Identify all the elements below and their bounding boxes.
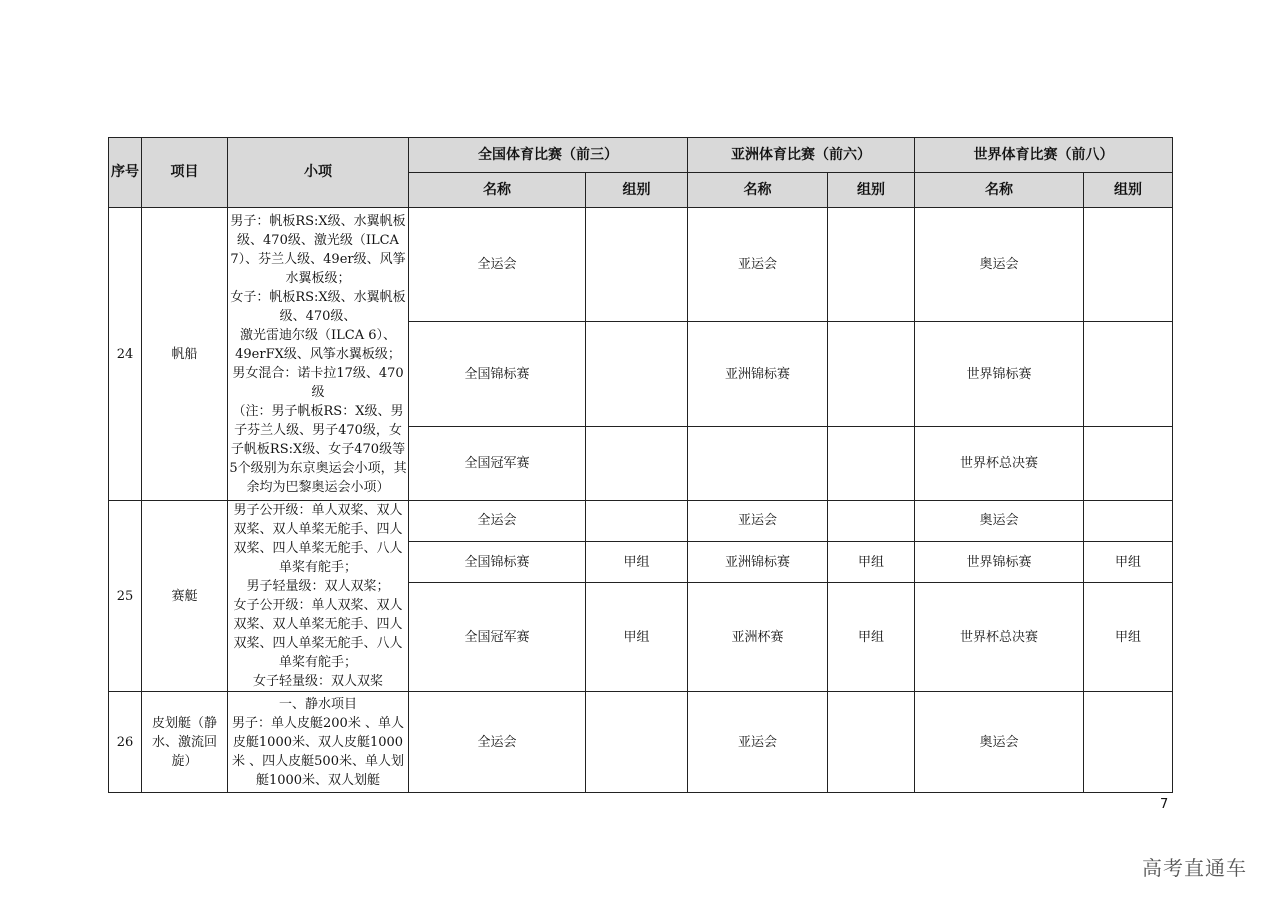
event-group xyxy=(586,427,688,501)
col-group-header xyxy=(586,173,688,208)
col-seq-header: 序号 xyxy=(109,138,142,208)
row-project: 赛艇 xyxy=(142,501,228,692)
event-group: 甲组 xyxy=(828,541,915,583)
sports-event-table xyxy=(108,137,1173,793)
event-group: 甲组 xyxy=(828,583,915,692)
table-row xyxy=(109,692,1173,793)
event-group xyxy=(1084,427,1173,501)
event-name: 世界杯总决赛 xyxy=(915,583,1084,692)
event-group xyxy=(586,501,688,542)
page-number: 7 xyxy=(1160,797,1169,812)
col-sub-header: 小项 xyxy=(228,138,409,208)
row-project: 帆船 xyxy=(142,208,228,501)
event-name: 奥运会 xyxy=(915,208,1084,322)
event-group xyxy=(828,427,915,501)
event-name: 全国锦标赛 xyxy=(409,541,586,583)
event-name: 亚洲杯赛 xyxy=(688,583,828,692)
event-name: 全运会 xyxy=(409,501,586,542)
event-group xyxy=(1084,208,1173,322)
event-name: 全国锦标赛 xyxy=(409,322,586,427)
event-group xyxy=(1084,692,1173,793)
event-group: 甲组 xyxy=(586,583,688,692)
event-name: 全国冠军赛 xyxy=(409,427,586,501)
event-name: 亚运会 xyxy=(688,692,828,793)
event-group: 甲组 xyxy=(1084,541,1173,583)
event-name: 奥运会 xyxy=(915,501,1084,542)
event-group xyxy=(1084,501,1173,542)
group-asia-header: 亚洲体育比赛（前六） xyxy=(688,138,915,173)
col-name-header: 名称 xyxy=(688,173,828,208)
event-name: 亚运会 xyxy=(688,501,828,542)
event-name xyxy=(688,427,828,501)
col-name-header: 名称 xyxy=(409,173,586,208)
row-project: 皮划艇（静水、激流回旋） xyxy=(142,692,228,793)
row-seq: 24 xyxy=(109,208,142,501)
col-project-header: 项目 xyxy=(142,138,228,208)
event-group xyxy=(828,501,915,542)
table-row xyxy=(109,208,1173,322)
event-name: 全运会 xyxy=(409,208,586,322)
event-name: 奥运会 xyxy=(915,692,1084,793)
event-group xyxy=(828,322,915,427)
event-group xyxy=(586,692,688,793)
event-name: 世界锦标赛 xyxy=(915,541,1084,583)
group-world-header: 世界体育比赛（前八） xyxy=(915,138,1173,173)
col-group-label: 组别 xyxy=(1114,181,1142,198)
event-name: 全国冠军赛 xyxy=(409,583,586,692)
col-group-label: 组别 xyxy=(857,181,885,198)
row-subitems: 一、静水项目 男子：单人皮艇200米 、单人皮艇1000米、双人皮艇1000米 、四人皮艇500米、单人划艇1000米、双人划艇 xyxy=(228,692,409,793)
event-group xyxy=(828,208,915,322)
event-name: 全运会 xyxy=(409,692,586,793)
event-group xyxy=(828,692,915,793)
col-group-header xyxy=(828,173,915,208)
col-group-header xyxy=(1084,173,1173,208)
event-name: 亚洲锦标赛 xyxy=(688,541,828,583)
event-name: 世界锦标赛 xyxy=(915,322,1084,427)
col-group-label: 组别 xyxy=(622,181,651,198)
event-group xyxy=(586,208,688,322)
table-row xyxy=(109,501,1173,542)
row-subitems: 男子：帆板RS:X级、水翼帆板级、470级、激光级（ILCA 7）、芬兰人级、49er级、风筝水翼板级； 女子：帆板RS:X级、水翼帆板级、470级、 激光雷迪尔级（ILCA 6）、49erFX级、风筝水翼板级； 男女混合：诺卡拉17级、470级 （注：男子帆板RS：X级、男子芬兰人级、男子470级，女子帆板RS:X级、女子470级等5个级别为东京奥运会小项，其余均为巴黎奥运会小项） xyxy=(228,208,409,501)
watermark-text: 高考直通车 xyxy=(1142,856,1247,880)
event-name: 世界杯总决赛 xyxy=(915,427,1084,501)
row-seq: 25 xyxy=(109,501,142,692)
event-group xyxy=(586,322,688,427)
event-name: 亚洲锦标赛 xyxy=(688,322,828,427)
event-group: 甲组 xyxy=(1084,583,1173,692)
row-subitems: 男子公开级：单人双桨、双人双桨、双人单桨无舵手、四人双桨、四人单桨无舵手、八人单桨有舵手； 男子轻量级：双人双桨； 女子公开级：单人双桨、双人双桨、双人单桨无舵手、四人双桨、四人单桨无舵手、八人单桨有舵手； 女子轻量级：双人双桨 xyxy=(228,501,409,692)
row-seq: 26 xyxy=(109,692,142,793)
event-group: 甲组 xyxy=(586,541,688,583)
event-name: 亚运会 xyxy=(688,208,828,322)
group-national-header: 全国体育比赛（前三） xyxy=(409,138,688,173)
event-group xyxy=(1084,322,1173,427)
col-name-header: 名称 xyxy=(915,173,1084,208)
